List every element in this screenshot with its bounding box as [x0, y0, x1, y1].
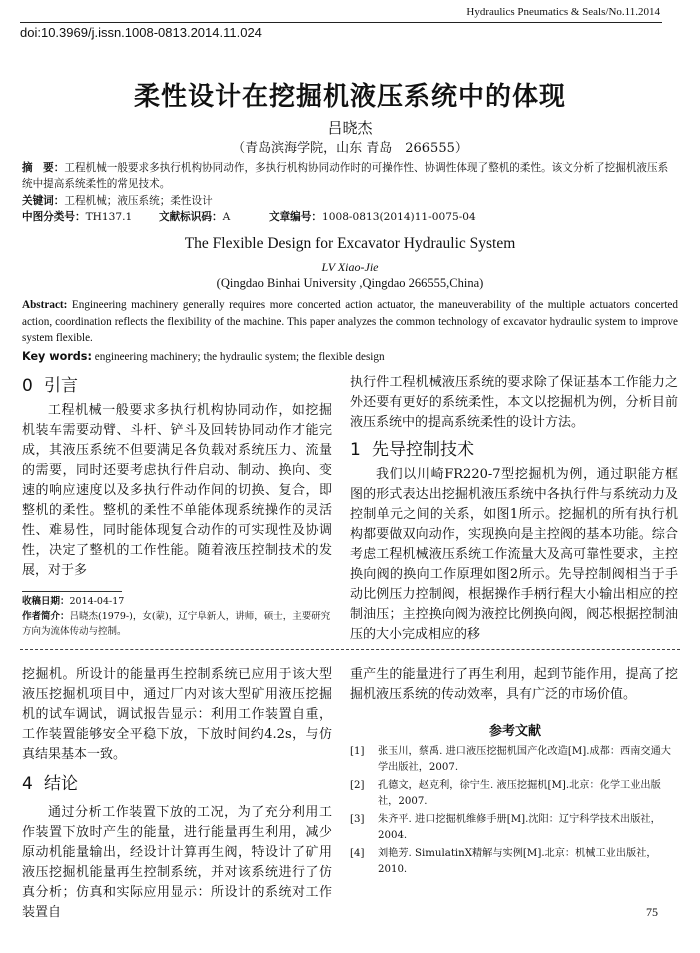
cn-keywords-label: 关键词：: [22, 195, 65, 207]
author-bio-label: 作者简介：: [22, 611, 70, 622]
footnote: [22, 594, 332, 639]
doi: doi:10.3969/j.issn.1008-0813.2014.11.024: [20, 25, 262, 40]
en-affiliation: (Qingdao Binhai University ,Qingdao 266555,China): [216, 276, 484, 290]
section-0-heading: [22, 373, 332, 399]
reference-item: [2] 孔德文，赵克利，徐宁生. 液压挖掘机[M].北京：化学工业出版社，2007.: [350, 780, 661, 807]
article-label: 文章编号：: [269, 211, 322, 223]
cn-abstract-label: 摘 要：: [22, 162, 65, 174]
cn-keywords: [22, 193, 678, 209]
doccode-label: 文献标识码：: [159, 211, 223, 223]
references-heading: 参考文献: [488, 724, 541, 739]
cn-author: 吕晓杰: [327, 119, 373, 137]
section-0-number: 0: [22, 376, 33, 396]
reference-item: [1] 张玉川，蔡禹. 进口液压挖掘机国产化改造[M].成都：西南交通大学出版社，2007.: [350, 746, 671, 773]
cn-affiliation: （青岛滨海学院，山东 青岛 266555）: [232, 141, 468, 156]
section-1-heading: [350, 437, 678, 463]
received-label: 收稿日期：: [22, 596, 70, 607]
received-date: 2014-04-17: [69, 596, 125, 607]
upper-right-column: [350, 373, 678, 645]
cn-classification: [22, 209, 678, 225]
en-keywords: [22, 350, 678, 363]
references-list: [350, 744, 678, 880]
en-title: The Flexible Design for Excavator Hydraulic System: [184, 235, 516, 252]
reference-item: [4] 刘艳芳. SimulatinX精解与实例[M].北京：机械工业出版社，2010.: [350, 848, 657, 875]
en-author: LV Xiao-Jie: [321, 260, 379, 274]
intro-continuation: 执行件工程机械液压系统的要求除了保证基本工作能力之外还要有更好的系统柔性，本文以挖掘机为例，分析目前液压系统中的提高系统柔性的设计方法。: [350, 375, 678, 430]
article-value: 1008-0813(2014)11-0075-04: [321, 211, 476, 223]
en-abstract: [22, 297, 678, 347]
section-0-title: 引言: [44, 376, 78, 396]
en-abstract-text: Engineering machinery generally requires more concerted action actuator, the maneuverability of the multiple actuators concerted action, coordination reflects the flexibility of the machine. This paper analyzes the common technology of excavator hydraulic system to improve system flexible.: [22, 299, 678, 344]
doccode-value: A: [222, 211, 231, 223]
conclusion-continuation: 重产生的能量进行了再生利用，起到节能作用，提高了挖掘机液压系统的传动效率，具有广泛的市场价值。: [350, 667, 678, 702]
section-1-number: 1: [350, 440, 361, 460]
section-4-title: 结论: [44, 774, 78, 794]
en-keywords-label: Key words:: [22, 350, 92, 363]
header-rule: [20, 22, 662, 23]
footnote-rule: [22, 591, 122, 592]
cn-abstract: [22, 160, 678, 192]
author-bio: 吕晓杰(1979-)，女(蒙)，辽宁阜新人，讲师，硕士，主要研究方向为流体传动与控制。: [22, 611, 331, 637]
journal-header: Hydraulics Pneumatics & Seals/No.11.2014: [466, 6, 660, 18]
section-0-paragraph: 工程机械一般要求多执行机构协同动作，如挖掘机装车需要动臂、斗杆、铲斗及回转协同动作才能完成，其液压系统不但要满足各负载对系统压力、流量的需要，同时还要考虑执行件启动、制动、换向、变速的响应速度以及多执行件动作间的切换、复合，即整机的柔性。整机的柔性不单能体现系统操作的灵活性、难易性，同时能体现复合动作的可实现性及协调性，决定了整机的工作性能。随着液压控制技术的发展，对于多: [22, 403, 332, 578]
lower-left-column: [22, 665, 332, 923]
section-4-heading: [22, 771, 332, 797]
upper-left-column: [22, 373, 332, 581]
en-abstract-label: Abstract:: [22, 299, 68, 311]
article-divider: [20, 649, 680, 650]
section-1-paragraph: 我们以川崎FR220-7型挖掘机为例，通过职能方框图的形式表达出挖掘机液压系统中各执行件与系统动力及控制单元之间的关系，如图1所示。挖掘机的所有执行机构都要做双向动作，实现换向是主控阀的基本功能。综合考虑工程机械液压系统工作流量大及高可靠性要求，主控换向阀的换向工作原理如图2所示。先导控制阀相当于手动比例压力控制阀，根据操作手柄行程大小输出相应的控制油压；主控换向阀为液控比例换向阀，阀芯根据控制油压的大小完成相应的移: [350, 467, 678, 642]
page-number: 75: [646, 905, 658, 919]
cn-keywords-text: 工程机械；液压系统；柔性设计: [64, 195, 213, 207]
cn-title: 柔性设计在挖掘机液压系统中的体现: [133, 82, 566, 112]
clc-value: TH137.1: [85, 211, 133, 223]
en-keywords-text: engineering machinery; the hydraulic system; the flexible design: [91, 351, 385, 363]
section-1-title: 先导控制技术: [372, 440, 474, 460]
clc-label: 中图分类号：: [22, 211, 86, 223]
reference-item: [3] 朱齐平. 进口挖掘机维修手册[M].沈阳：辽宁科学技术出版社，2004.: [350, 814, 661, 841]
section-4-paragraph: 通过分析工作装置下放的工况，为了充分利用工作装置下放时产生的能量，进行能量再生利用，减少原动机能量输出，经设计计算再生阀，特设计了矿用液压挖掘机能量再生控制系统，并对该系统进行了仿真分析；仿真和实际应用显示：所设计的系统对工作装置自: [22, 805, 332, 920]
previous-article-continuation: 挖掘机。所设计的能量再生控制系统已应用于该大型液压挖掘机项目中，通过厂内对该大型矿用液压挖掘机的试车调试，调试报告显示：利用工作装置自重，工作装置能够安全平稳下放，下放时间约4.2s，与仿真结果基本一致。: [22, 667, 332, 762]
lower-right-column: [350, 665, 678, 705]
section-4-number: 4: [22, 774, 33, 794]
cn-abstract-text: 工程机械一般要求多执行机构协同动作，多执行机构协同动作时的可操作性、协调性体现了整机的柔性。该文分析了挖掘机液压系统中提高系统柔性的常见技术。: [22, 162, 669, 190]
